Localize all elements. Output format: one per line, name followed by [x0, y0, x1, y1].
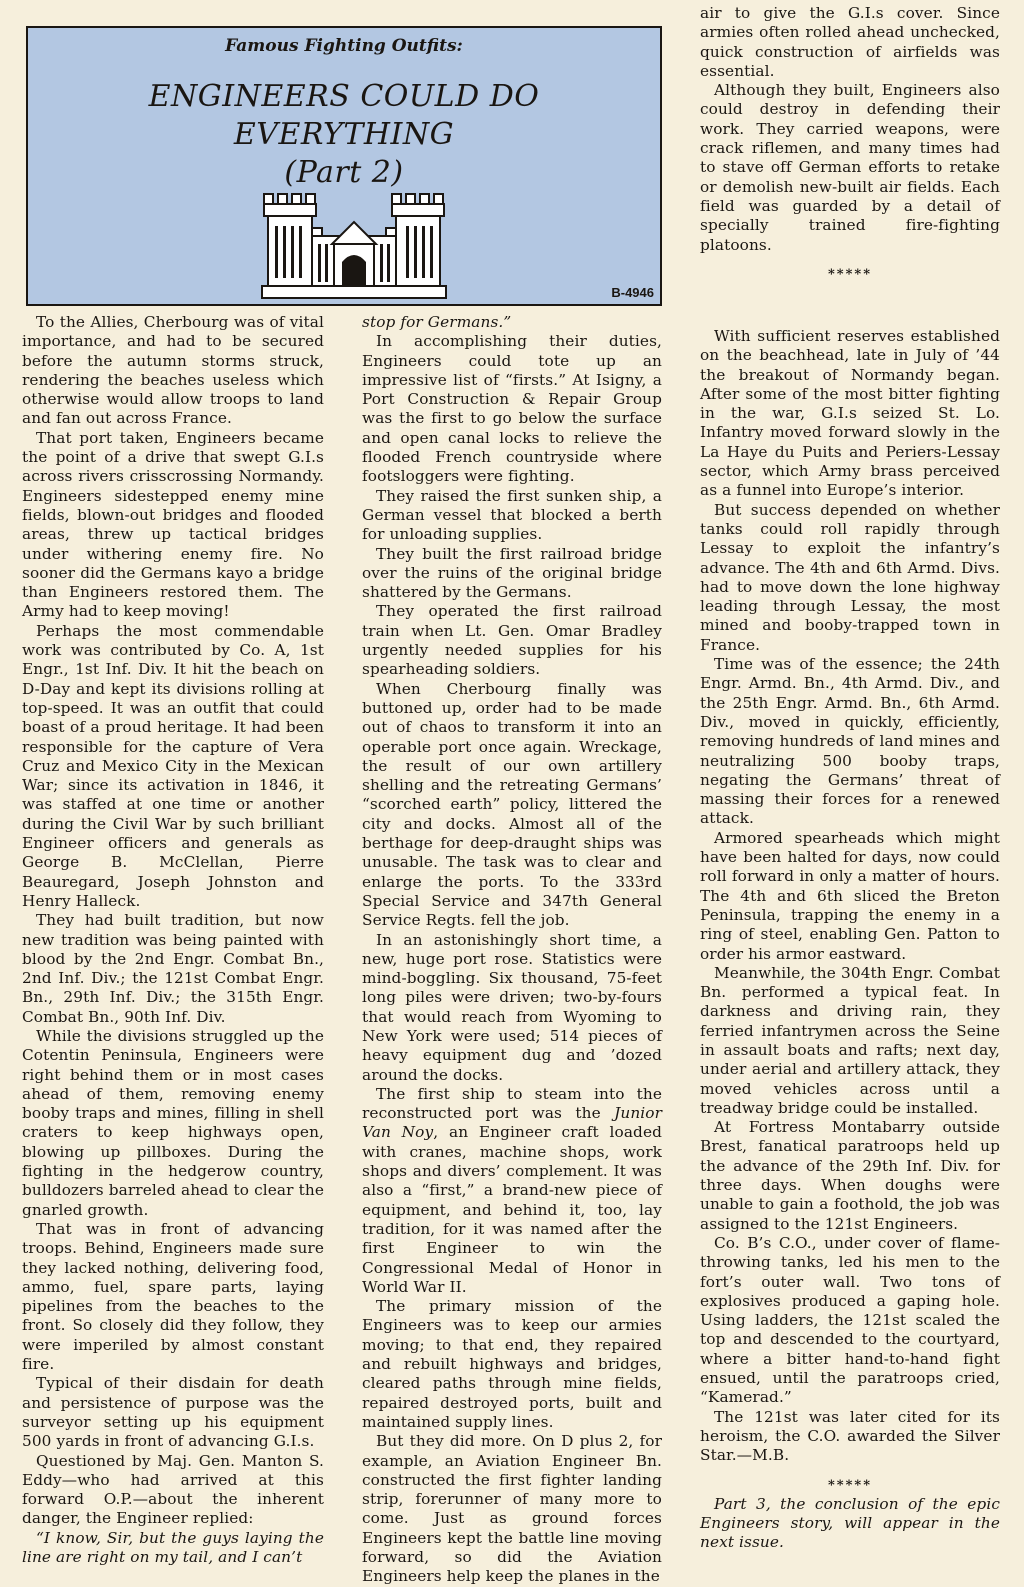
quote-start: “I know, Sir, but the guys laying the line are right on my tail, and I can’t [22, 1528, 324, 1566]
headline-subtitle: (Part 2) [284, 155, 404, 190]
paragraph: Although they built, Engineers also could destroy in defending their work. They carried weapons, were crack riflemen, and many times had to stave off German efforts to retake or demolish new-built air fields. Each field was guarded by a detail of specially trained fire-fighting platoons. [700, 81, 1000, 254]
paragraph: Questioned by Maj. Gen. Manton S. Eddy—who had arrived at this forward O.P.—about the inherent danger, the Engineer replied: [22, 1451, 324, 1528]
paragraph: Typical of their disdain for death and persistence of purpose was the surveyor setting up his equipment 500 yards in front of advancing G.I.s. [22, 1374, 324, 1451]
paragraph: They had built tradition, but now new tradition was being painted with blood by the 2nd Engr. Combat Bn., 2nd Inf. Div.; the 121st Combat Engr. Bn., 29th Inf. Div.; the 315th Engr. Combat Bn., 90th Inf. Div. [22, 911, 324, 1026]
paragraph: The primary mission of the Engineers was to keep our armies moving; to that end, they repaired and rebuilt highways and bridges, cleared paths through mine fields, repaired destroyed ports, built and maintained supply lines. [362, 1297, 662, 1431]
ship-pre: The first ship to steam into the reconstructed port was the [362, 1084, 662, 1123]
column-3-top [700, 4, 1000, 284]
ship-post: , an Engineer craft loaded with cranes, machine shops, work shops and divers’ complement. It was also a “first,” a brand-new piece of equipment, and behind it, too, lay tradition, for it was named after the first Engineer to win the Congressional Medal of Honor in World War II. [362, 1123, 662, 1296]
title-panel [26, 26, 662, 306]
paragraph: In accomplishing their duties, Engineers could tote up an impressive list of “firsts.” At Isigny, a Port Construction & Repair Group was the first to go below the surface and open canal locks to relieve the flooded French countryside where footsloggers were fighting. [362, 332, 662, 486]
column-1 [22, 313, 324, 1567]
paragraph: They built the first railroad bridge over the ruins of the original bridge shattered by the Germans. [362, 544, 662, 602]
paragraph: In an astonishingly short time, a new, huge port rose. Statistics were mind-boggling. Six thousand, 75-feet long piles were driven; two-by-fours that would reach from Wyoming to New York were used; 514 pieces of heavy equipment dug and ’dozed around the docks. [362, 930, 662, 1084]
paragraph: That was in front of advancing troops. Behind, Engineers made sure they lacked nothing, delivering food, ammo, fuel, spare parts, laying pipelines from the beaches to the front. So closely did they follow, they were imperiled by almost constant fire. [22, 1219, 324, 1374]
paragraph: But success depended on whether tanks could roll rapidly through Lessay to exploit the infantry’s advance. The 4th and 6th Armd. Divs. had to move down the lone highway leading through Lessay, the most mined and booby-trapped town in France. [700, 500, 1000, 654]
paragraph-ship [362, 1085, 662, 1297]
quote-end: stop for Germans.” [362, 313, 512, 331]
paragraph: Perhaps the most commendable work was contributed by Co. A, 1st Engr., 1st Inf. Div. It hit the beach on D-Day and kept its divisions rolling at top-speed. It was an outfit that could boast of a proud heritage. It had been responsible for the capture of Vera Cruz and Mexico City in the Mexican War; since its activation in 1846, it was staffed at one time or another during the Civil War by such brilliant Engineer officers and generals as George B. McClellan, Pierre Beauregard, Joseph Johnston and Henry Halleck. [22, 621, 324, 910]
paragraph: They operated the first railroad train when Lt. Gen. Omar Bradley urgently needed supplies for his spearheading soldiers. [362, 602, 662, 679]
next-issue-note: Part 3, the conclusion of the epic Engineers story, will appear in the next issue. [700, 1494, 1000, 1552]
paragraph: But they did more. On D plus 2, for example, an Aviation Engineer Bn. constructed the first fighter landing strip, forerunner of many more to come. Just as ground forces Engineers kept the battle line moving forward, so did the Aviation Engineers help keep the planes in the [362, 1432, 662, 1586]
column-2 [362, 313, 662, 1587]
paragraph: Meanwhile, the 304th Engr. Combat Bn. performed a typical feat. In darkness and driving rain, they ferried infantrymen across the Seine in assault boats and rafts; next day, under aerial and artillery attack, they moved vehicles across until a treadway bridge could be installed. [700, 963, 1000, 1117]
paragraph: With sufficient reserves established on the beachhead, late in July of ’44 the breakout of Normandy began. After some of the most bitter fighting in the war, G.I.s seized St. Lo. Infantry moved forward slowly in the La Haye du Puits and Periers-Lessay sector, which Army brass perceived as a funnel into Europe’s interior. [700, 327, 1000, 500]
castle-icon [254, 186, 454, 302]
paragraph: To the Allies, Cherbourg was of vital importance, and had to be secured before the autumn storms struck, rendering the beaches useless which otherwise would allow troops to land and fan out across France. [22, 313, 324, 428]
column-3 [700, 327, 1000, 1553]
headline [28, 78, 660, 192]
headline-line-2: EVERYTHING [233, 117, 455, 152]
ship-name: Junior Van Noy [362, 1104, 662, 1142]
paragraph: air to give the G.I.s cover. Since armies often rolled ahead unchecked, quick construction of airfields was essential. [700, 4, 1000, 80]
paragraph: While the divisions struggled up the Cotentin Peninsula, Engineers were right behind them or in most cases ahead of them, removing enemy booby traps and mines, filling in shell craters to keep highways open, blowing up pillboxes. During the fighting in the hedgerow country, bulldozers barreled ahead to clear the gnarled growth. [22, 1026, 324, 1219]
paragraph: That port taken, Engineers became the point of a drive that swept G.I.s across rivers crisscrossing Normandy. Engineers sidestepped enemy mine fields, blown-out bridges and flooded areas, threw up tactical bridges under withering enemy fire. No sooner did the Germans kayo a bridge than Engineers restored them. The Army had to keep moving! [22, 428, 324, 621]
paragraph: When Cherbourg finally was buttoned up, order had to be made out of chaos to transform it into an operable port once again. Wreckage, the result of our own artillery shelling and the retreating Germans’ “scorched earth” policy, littered the city and docks. Almost all of the berthage for deep-draught ships was unusable. The task was to clear and enlarge the ports. To the 333rd Special Service and 347th General Service Regts. fell the job. [362, 679, 662, 930]
paragraph: Co. B’s C.O., under cover of flame-throwing tanks, led his men to the fort’s outer wall. Two tons of explosives produced a gaping hole. Using ladders, the 121st scaled the top and descended to the courtyard, where a bitter hand-to-hand fight ensued, until the paratroops cried, “Kamerad.” [700, 1233, 1000, 1407]
section-separator-2: ***** [828, 1477, 872, 1493]
paragraph: The 121st was later cited for its heroism, the C.O. awarded the Silver Star.—M.B. [700, 1407, 1000, 1465]
paragraph: Time was of the essence; the 24th Engr. Armd. Bn., 4th Armd. Div., and the 25th Engr. Armd. Bn., 6th Armd. Div., moved in quickly, efficiently, removing hundreds of land mines and neutralizing 500 booby traps, negating the Germans’ threat of massing their forces for a renewed attack. [700, 655, 1000, 828]
paragraph: Armored spearheads which might have been halted for days, now could roll forward in only a matter of hours. The 4th and 6th sliced the Breton Peninsula, trapping the enemy in a ring of steel, enabling Gen. Patton to order his armor eastward. [700, 828, 1000, 963]
paragraph: At Fortress Montabarry outside Brest, fanatical paratroops held up the advance of the 29th Inf. Div. for three days. When doughs were unable to gain a foothold, the job was assigned to the 121st Engineers. [700, 1118, 1000, 1233]
paragraph: They raised the first sunken ship, a German vessel that blocked a berth for unloading supplies. [362, 486, 662, 544]
headline-line-1: ENGINEERS COULD DO [148, 79, 540, 114]
catalog-code: B-4946 [611, 285, 654, 300]
kicker: Famous Fighting Outfits: [225, 36, 463, 56]
section-separator: ***** [828, 266, 872, 282]
